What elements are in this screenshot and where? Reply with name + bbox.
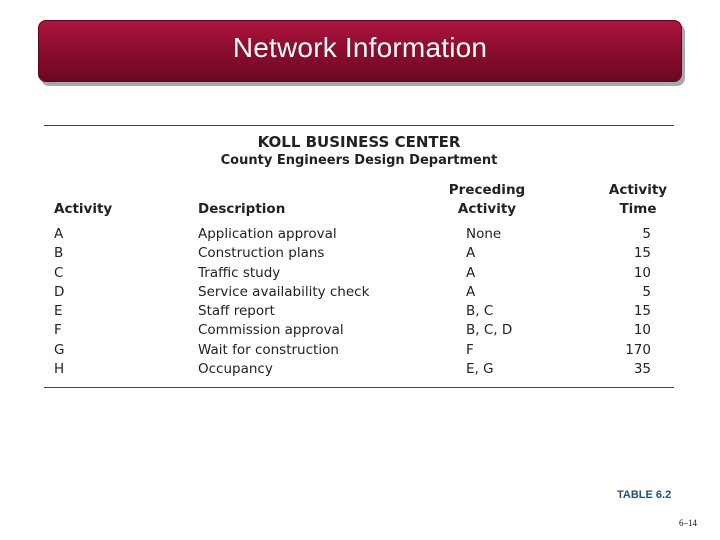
column-header-activity-time <box>606 181 670 219</box>
cell-description: Construction plans <box>198 245 325 262</box>
cell-time: 15 <box>633 303 651 320</box>
column-header-preceding-activity <box>447 181 527 219</box>
page-number: 6–14 <box>679 518 697 528</box>
column-header-time-line1: Activity <box>608 182 668 198</box>
column-header-activity: Activity <box>54 201 113 217</box>
column-header-preceding-line1: Preceding <box>448 182 526 198</box>
table-row <box>0 342 720 361</box>
cell-activity: G <box>54 341 65 358</box>
cell-activity: H <box>54 361 65 378</box>
cell-preceding: A <box>466 264 476 281</box>
column-header-description: Description <box>198 201 286 217</box>
cell-description: Staff report <box>198 303 275 320</box>
table-row <box>0 284 720 303</box>
cell-preceding: B, C <box>466 303 494 320</box>
table-subheading: County Engineers Design Department <box>220 153 498 168</box>
cell-time: 15 <box>633 245 651 262</box>
cell-activity: F <box>54 322 62 339</box>
cell-preceding: A <box>466 245 476 262</box>
cell-time: 5 <box>642 283 651 300</box>
cell-preceding: E, G <box>466 361 494 378</box>
cell-activity: D <box>54 283 65 300</box>
cell-preceding: None <box>466 226 502 242</box>
table-row <box>0 265 720 284</box>
cell-activity: A <box>54 226 64 242</box>
table-row <box>0 303 720 322</box>
cell-preceding: F <box>466 341 474 358</box>
cell-activity: B <box>54 245 64 262</box>
cell-description: Occupancy <box>198 361 273 378</box>
cell-description: Commission approval <box>198 322 344 339</box>
cell-description: Service availability check <box>198 283 370 300</box>
cell-preceding: A <box>466 283 476 300</box>
cell-time: 5 <box>642 226 651 242</box>
table-body <box>0 226 720 380</box>
cell-time: 170 <box>625 341 651 358</box>
table-row <box>0 245 720 264</box>
table-bottom-rule <box>44 387 674 388</box>
table-caption: TABLE 6.2 <box>617 489 672 501</box>
cell-time: 35 <box>633 361 651 378</box>
cell-activity: C <box>54 264 64 281</box>
cell-time: 10 <box>633 322 651 339</box>
cell-activity: E <box>54 303 63 320</box>
table-heading: KOLL BUSINESS CENTER <box>257 133 461 151</box>
cell-time: 10 <box>633 264 651 281</box>
column-header-time-line2: Time <box>619 201 657 217</box>
slide-title: Network Information <box>232 32 488 63</box>
table-top-rule <box>44 125 674 126</box>
table-row <box>0 322 720 341</box>
cell-preceding: B, C, D <box>466 322 513 339</box>
column-header-preceding-line2: Activity <box>457 201 517 217</box>
cell-description: Traffic study <box>198 264 281 281</box>
cell-description: Wait for construction <box>198 341 339 358</box>
table-row <box>0 226 720 245</box>
title-banner <box>38 20 682 82</box>
cell-description: Application approval <box>198 226 337 242</box>
table-row <box>0 361 720 380</box>
